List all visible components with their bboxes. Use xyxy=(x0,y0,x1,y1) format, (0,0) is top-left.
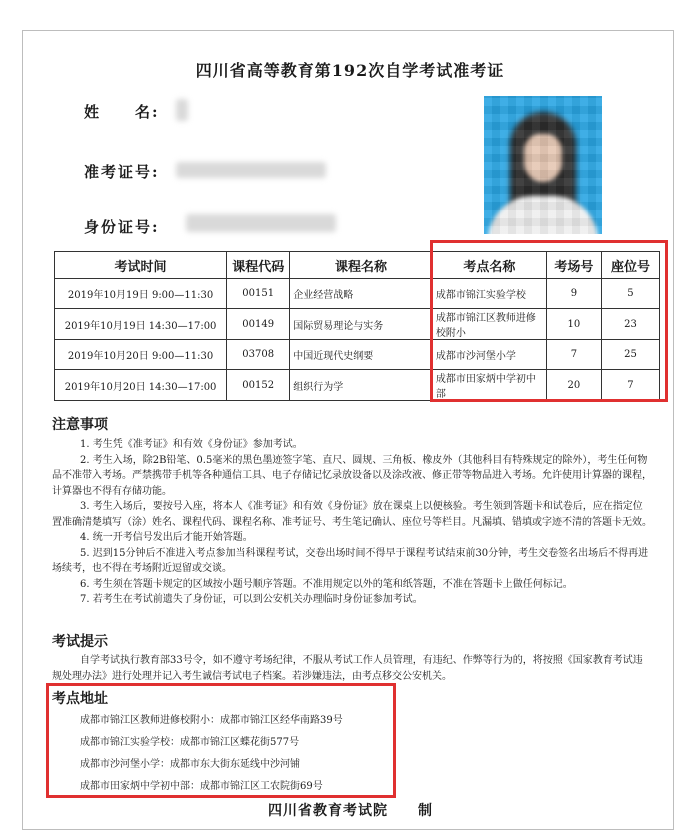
course-name-cell: 国际贸易理论与实务 xyxy=(290,309,433,340)
header-room-number: 考场号 xyxy=(546,252,601,279)
room-number-cell: 7 xyxy=(546,340,601,370)
id-number-label: 身份证号: xyxy=(84,218,160,236)
tips-text: 自学考试执行教育部33号令，如不遵守考场纪律，不服从考试工作人员管理，有违纪、作弊等行为的，将按照《国家教育考试违规处理办法》进行处理并记入考生诚信考试电子档案。若涉嫌违法，由考点移交公安机关。 xyxy=(52,655,643,682)
seat-number-cell: 23 xyxy=(601,309,659,340)
site-name-cell: 成都市锦江实验学校 xyxy=(432,279,546,309)
site-name-cell: 成都市锦江区教师进修校附小 xyxy=(432,309,546,340)
seat-number-cell: 25 xyxy=(601,340,659,370)
ticket-number-redacted xyxy=(176,162,326,178)
issuer-footer: 四川省教育考试院 制 xyxy=(268,803,433,819)
note-item: 5. 迟到15分钟后不准进入考点参加当科课程考试，交卷出场时间不得早于课程考试结束前30分钟，考生交卷签名出场后不得再进场续考，也不得在考场附近逗留或交谈。 xyxy=(52,547,649,574)
site-name-cell: 成都市沙河堡小学 xyxy=(432,340,546,370)
room-number-cell: 20 xyxy=(546,370,601,401)
address-highlight xyxy=(46,683,396,798)
notes-list xyxy=(52,437,652,608)
course-code-cell: 03708 xyxy=(227,340,290,370)
header-course-name: 课程名称 xyxy=(290,252,433,279)
address-item: 成都市锦江实验学校：成都市锦江区蝶花街577号 xyxy=(80,737,300,748)
notes-title: 注意事项 xyxy=(52,417,108,433)
header-seat-number: 座位号 xyxy=(601,252,659,279)
note-item: 3. 考生入场后，要按号入座，将本人《准考证》和有效《身份证》放在课桌上以便核验。考生领到答题卡和试卷后，应在指定位置准确清楚填写（涂）姓名、课程代码、课程名称、准考证号、考生笔记确认、座位号等栏目。凡漏填、错填或字迹不清的答题卡无效。 xyxy=(52,501,652,528)
course-name-cell: 企业经营战略 xyxy=(290,279,433,309)
course-code-cell: 00151 xyxy=(227,279,290,309)
addresses-title: 考点地址 xyxy=(52,691,108,707)
site-name-cell: 成都市田家炳中学初中部 xyxy=(432,370,546,401)
exam-time-cell: 2019年10月19日 9:00—11:30 xyxy=(55,279,227,309)
ticket-number-label: 准考证号: xyxy=(84,163,160,181)
header-exam-time: 考试时间 xyxy=(55,252,227,279)
note-item: 6. 考生须在答题卡规定的区域按小题号顺序答题。不准用规定以外的笔和纸答题，不准在答题卡上做任何标记。 xyxy=(80,578,573,590)
site-info-highlight xyxy=(430,240,668,402)
address-item: 成都市沙河堡小学：成都市东大街东延线中沙河铺 xyxy=(80,759,300,770)
exam-time-cell: 2019年10月20日 9:00—11:30 xyxy=(55,340,227,370)
header-site-name: 考点名称 xyxy=(432,252,546,279)
exam-time-cell: 2019年10月19日 14:30—17:00 xyxy=(55,309,227,340)
course-code-cell: 00149 xyxy=(227,309,290,340)
course-name-cell: 组织行为学 xyxy=(290,370,433,401)
applicant-photo xyxy=(484,96,602,234)
tips-title: 考试提示 xyxy=(52,634,108,650)
note-item: 4. 统一开考信号发出后才能开始答题。 xyxy=(80,532,253,543)
course-code-cell: 00152 xyxy=(227,370,290,401)
room-number-cell: 10 xyxy=(546,309,601,340)
seat-number-cell: 7 xyxy=(601,370,659,401)
id-number-redacted xyxy=(186,214,336,232)
exam-time-cell: 2019年10月20日 14:30—17:00 xyxy=(55,370,227,401)
address-item: 成都市锦江区教师进修校附小：成都市锦江区经华南路39号 xyxy=(80,715,343,726)
room-number-cell: 9 xyxy=(546,279,601,309)
seat-number-cell: 5 xyxy=(601,279,659,309)
note-item: 1. 考生凭《准考证》和有效《身份证》参加考试。 xyxy=(80,439,303,450)
ticket-title: 四川省高等教育第192次自学考试准考证 xyxy=(195,61,505,80)
header-course-code: 课程代码 xyxy=(227,252,290,279)
note-item: 7. 若考生在考试前遗失了身份证，可以到公安机关办理临时身份证参加考试。 xyxy=(80,594,423,605)
note-item: 2. 考生入场，除2B铅笔、0.5毫米的黑色墨迹签字笔、直尺、圆规、三角板、橡皮外（其他科目有特殊规定的除外），考生任何物品不准带入考场。严禁携带手机等各种通信工具、电子存储记忆录放设备以及涂改液、修正带等物品进入考场。允许使用计算器的课程，计算器也不得有存储功能。 xyxy=(52,454,652,497)
name-label: 姓 名: xyxy=(84,103,160,121)
address-item: 成都市田家炳中学初中部：成都市锦江区工农院街69号 xyxy=(80,781,323,792)
name-redacted xyxy=(176,99,188,121)
course-name-cell: 中国近现代史纲要 xyxy=(290,340,433,370)
